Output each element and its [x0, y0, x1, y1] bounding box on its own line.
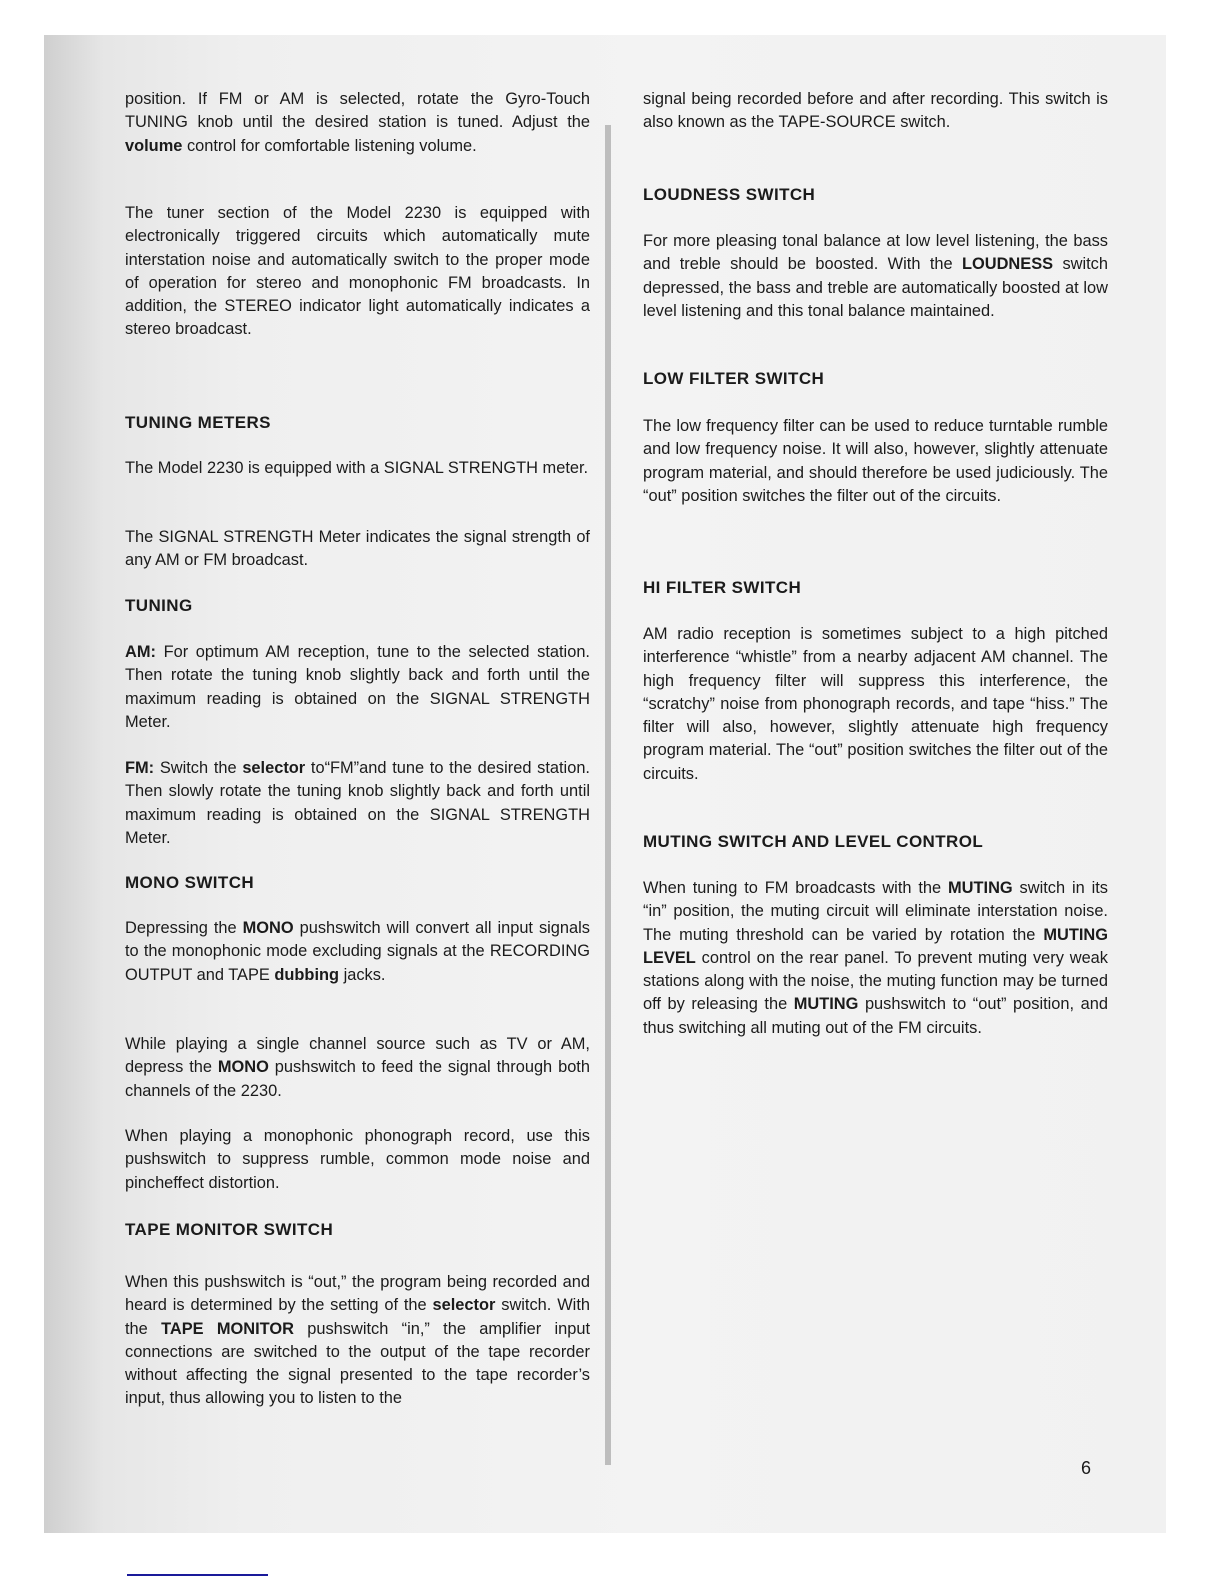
bold-term: MUTING	[948, 879, 1013, 897]
paragraph	[643, 88, 1108, 135]
text-run: When tuning to FM broadcasts with the	[643, 879, 949, 897]
paragraph	[125, 457, 590, 480]
text-run: pushswitch “in,” the amplifier input connections are switched to the output of the tape recorder without affecting the signal presented to the tape recorder’s input, thus allowing you to listen to the	[125, 1319, 590, 1408]
text-run: The tuner section of the Model 2230 is equipped with electronically triggered circuits which automatically mute interstation noise and automatically switch to the proper mode of operation for stereo and monophonic FM broadcasts. In addition, the STEREO indicator light automatically indicates a stereo broadcast.	[125, 204, 590, 339]
paragraph	[125, 917, 590, 987]
text-run: TAPE MONITOR SWITCH	[125, 1220, 334, 1239]
text-run: TUNING METERS	[125, 413, 271, 432]
section-heading	[643, 576, 1108, 599]
section-heading	[643, 183, 1108, 206]
text-run: switch. With the	[125, 1296, 590, 1338]
text-run: position. If FM or AM is selected, rotate the Gyro-Touch TUNING knob until the desired station is tuned. Adjust the	[125, 90, 590, 132]
section-heading	[125, 411, 590, 434]
paragraph	[125, 1033, 590, 1103]
text-run: TUNING	[125, 596, 193, 615]
scanned-page	[44, 35, 1166, 1533]
paragraph	[125, 202, 590, 342]
paragraph	[125, 88, 590, 158]
text-run: jacks.	[339, 965, 386, 984]
page-number: 6	[1081, 1458, 1092, 1478]
text-run: AM radio reception is sometimes subject to a high pitched interference “whistle” from a nearby adjacent AM channel. The high frequency filter will suppress this interference, the “scratchy” noise from phonograph records, and tape “hiss.” The filter will also, however, slightly attenuate high frequency program material. The “out” position switches the filter out of the circuits.	[643, 625, 1108, 783]
text-run: The Model 2230 is equipped with a SIGNAL STRENGTH meter.	[125, 459, 589, 477]
text-run: switch in its “in” position, the muting circuit will eliminate interstation noise. The muting threshold can be varied by rotation the	[643, 879, 1108, 944]
text-run: For optimum AM reception, tune to the selected station. Then rotate the tuning knob slightly back and forth until the maximum reading is obtained on the SIGNAL STRENGTH Meter.	[125, 643, 590, 731]
bold-term: dubbing	[274, 965, 340, 984]
bold-term: FM:	[125, 759, 155, 777]
text-run: control for comfortable listening volume.	[182, 136, 477, 155]
text-run: When this pushswitch is “out,” the program being recorded and heard is determined by the setting of the	[125, 1273, 590, 1315]
paragraph	[125, 757, 590, 850]
paragraph	[125, 526, 590, 573]
bold-term: selector	[242, 759, 306, 777]
section-heading	[125, 594, 590, 617]
section-heading	[125, 871, 590, 894]
text-run: LOUDNESS SWITCH	[643, 185, 816, 204]
text-run: MONO SWITCH	[125, 873, 255, 892]
paragraph	[643, 877, 1108, 1040]
text-run: The SIGNAL STRENGTH Meter indicates the signal strength of any AM or FM broadcast.	[125, 528, 590, 570]
paragraph	[125, 641, 590, 734]
paragraph	[125, 1271, 590, 1411]
bold-term: LOUDNESS	[962, 255, 1054, 274]
section-heading	[643, 830, 1108, 853]
bold-term: MONO	[217, 1058, 269, 1077]
bold-term: volume	[125, 136, 183, 155]
paragraph	[125, 1125, 590, 1195]
text-run: pushswitch to feed the signal through both channels of the 2230.	[125, 1058, 590, 1100]
text-run: Depressing the	[125, 919, 243, 937]
bold-term: AM:	[125, 643, 156, 661]
paragraph	[643, 230, 1108, 323]
paragraph	[643, 623, 1108, 786]
text-run: control on the rear panel. To prevent muting very weak stations along with the noise, the muting function may be turned off by releasing the	[643, 948, 1108, 1014]
text-run: While playing a single channel source such as TV or AM, depress the	[125, 1035, 590, 1077]
text-run: The low frequency filter can be used to reduce turntable rumble and low frequency noise. It will also, however, slightly attenuate program material, and should therefore be used judiciously. The “out” position switches the filter out of the circuits.	[643, 417, 1108, 505]
bold-term: MUTING	[793, 995, 859, 1014]
text-run: For more pleasing tonal balance at low level listening, the bass and treble should be boosted. With the	[643, 232, 1108, 274]
text-run: HI FILTER SWITCH	[643, 578, 802, 597]
text-run: Switch the	[154, 759, 243, 777]
section-heading	[125, 1218, 590, 1241]
text-run: to“FM”and tune to the desired station. Then slowly rotate the tuning knob slightly back and forth until maximum reading is obtained on the SIGNAL STRENGTH Meter.	[125, 759, 590, 847]
text-run: signal being recorded before and after recording. This switch is also known as the TAPE-SOURCE switch.	[643, 90, 1108, 132]
text-run: pushswitch to “out” position, and thus switching all muting out of the FM circuits.	[643, 995, 1108, 1037]
text-run: LOW FILTER SWITCH	[643, 369, 825, 388]
bold-term: MUTING LEVEL	[643, 925, 1108, 967]
text-run: When playing a monophonic phonograph record, use this pushswitch to suppress rumble, common mode noise and pincheffect distortion.	[125, 1127, 590, 1192]
bold-term: MONO	[242, 919, 294, 937]
paragraph	[643, 415, 1108, 508]
text-run: switch depressed, the bass and treble are automatically boosted at low level listening and this tonal balance maintained.	[643, 255, 1108, 320]
link-underline[interactable]	[127, 1574, 268, 1576]
bold-term: selector	[432, 1296, 496, 1315]
bold-term: TAPE MONITOR	[161, 1319, 294, 1338]
text-run: MUTING SWITCH AND LEVEL CONTROL	[643, 832, 984, 851]
column-divider	[605, 125, 611, 1465]
section-heading	[643, 367, 1108, 390]
text-run: pushswitch will convert all input signals to the monophonic mode excluding signals at the RECORDING OUTPUT and TAPE	[125, 919, 590, 984]
